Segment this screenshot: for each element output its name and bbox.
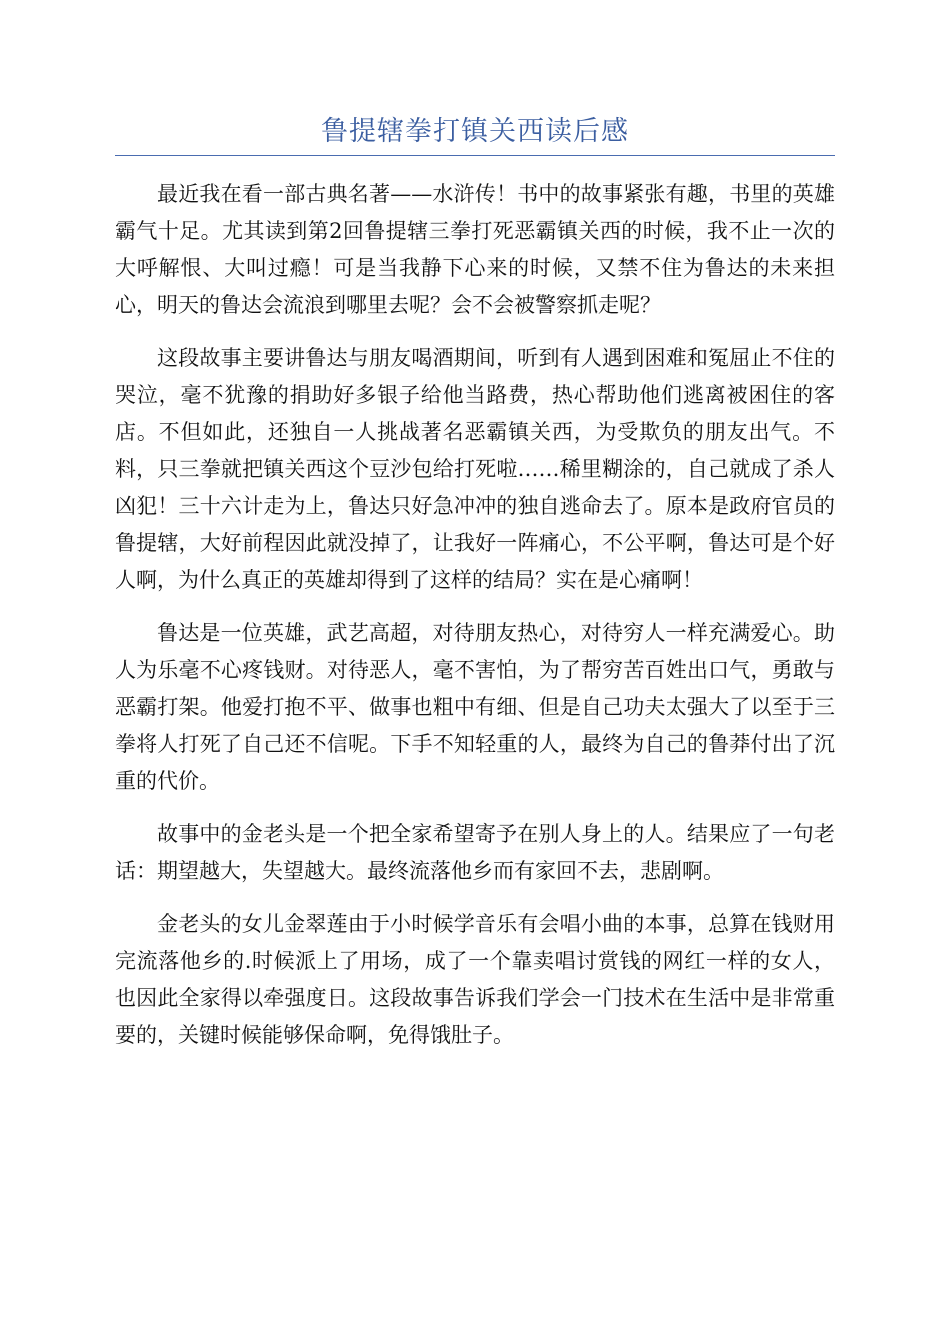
paragraph-1: 最近我在看一部古典名著——水浒传！书中的故事紧张有趣，书里的英雄霸气十足。尤其读到第2回鲁提辖三拳打死恶霸镇关西的时候，我不止一次的大呼解恨、大叫过瘾！可是当我静下心来的时候，又禁不住为鲁达的未来担心，明天的鲁达会流浪到哪里去呢？会不会被警察抓走呢？: [115, 182, 835, 317]
paragraph-3: 鲁达是一位英雄，武艺高超，对待朋友热心，对待穷人一样充满爱心。助人为乐毫不心疼钱财。对待恶人，毫不害怕，为了帮穷苦百姓出口气，勇敢与恶霸打架。他爱打抱不平、做事也粗中有细、但是自己功夫太强大了以至于三拳将人打死了自己还不信呢。下手不知轻重的人，最终为自己的鲁莽付出了沉重的代价。: [115, 621, 835, 793]
document-body: [115, 176, 835, 1070]
paragraph-2: 这段故事主要讲鲁达与朋友喝酒期间，听到有人遇到困难和冤屈止不住的哭泣，毫不犹豫的捐助好多银子给他当路费，热心帮助他们逃离被困住的客店。不但如此，还独自一人挑战著名恶霸镇关西，为受欺负的朋友出气。不料，只三拳就把镇关西这个豆沙包给打死啦……稀里糊涂的，自己就成了杀人凶犯！三十六计走为上，鲁达只好急冲冲的独自逃命去了。原本是政府官员的鲁提辖，大好前程因此就没掉了，让我好一阵痛心，不公平啊，鲁达可是个好人啊，为什么真正的英雄却得到了这样的结局？实在是心痛啊！: [115, 346, 835, 592]
document-title: 鲁提辖拳打镇关西读后感: [321, 116, 629, 147]
title-underline: [115, 155, 835, 156]
paragraph-4: 故事中的金老头是一个把全家希望寄予在别人身上的人。结果应了一句老话：期望越大，失望越大。最终流落他乡而有家回不去，悲剧啊。: [115, 822, 835, 883]
paragraph-5: 金老头的女儿金翠莲由于小时候学音乐有会唱小曲的本事，总算在钱财用完流落他乡的.时候派上了用场，成了一个靠卖唱讨赏钱的网红一样的女人，也因此全家得以牵强度日。这段故事告诉我们学会一门技术在生活中是非常重要的，关键时候能够保命啊，免得饿肚子。: [115, 912, 835, 1047]
